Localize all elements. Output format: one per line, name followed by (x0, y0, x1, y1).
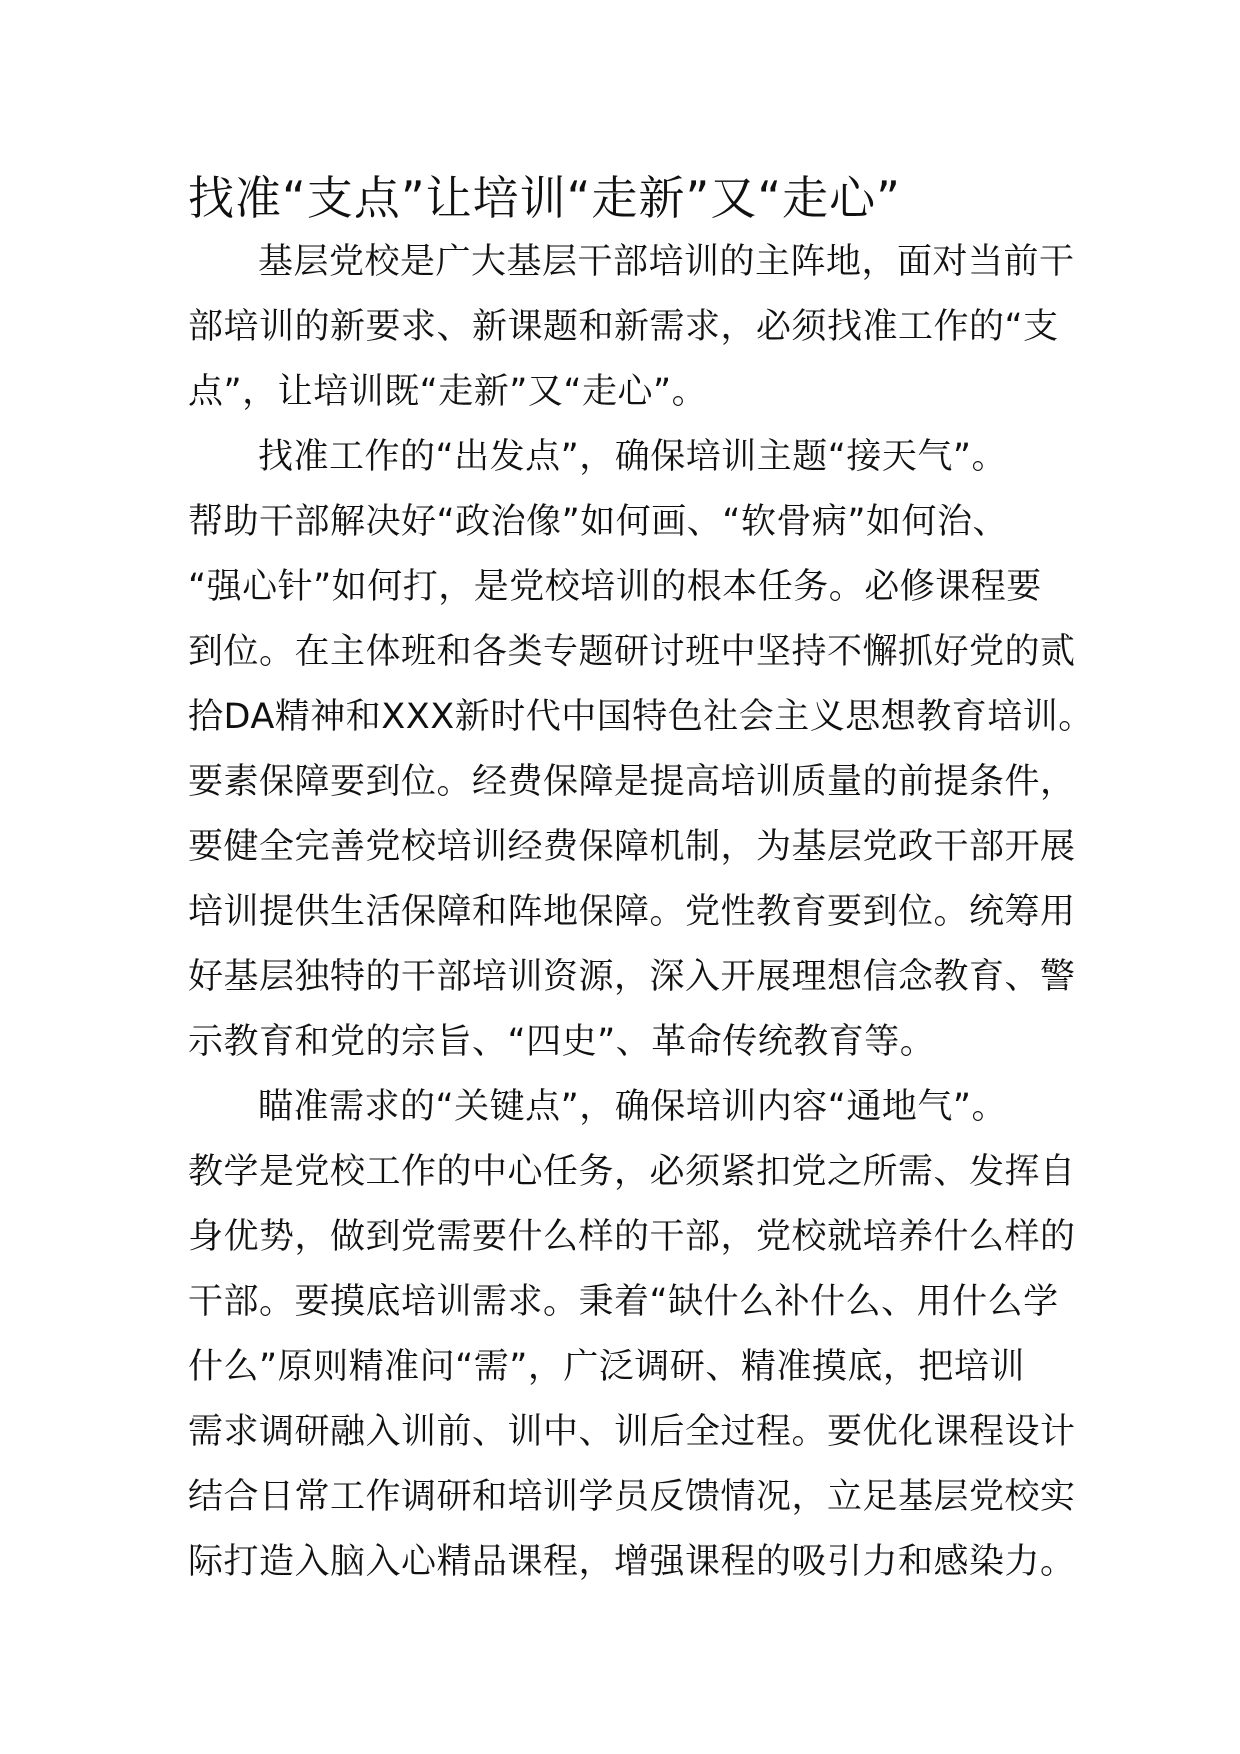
paragraph-line: 要健全完善党校培训经费保障机制，为基层党政干部开展 (188, 827, 1076, 867)
paragraph-line: 培训提供生活保障和阵地保障。党性教育要到位。统筹用 (188, 892, 1076, 932)
paragraph-1 (188, 230, 1075, 425)
paragraph-3 (188, 1075, 1076, 1595)
paragraph-line: “强心针”如何打，是党校培训的根本任务。必修课程要 (188, 567, 1042, 607)
paragraph-line: 示教育和党的宗旨、“四史”、革命传统教育等。 (188, 1022, 936, 1062)
paragraph-2 (188, 425, 1094, 1075)
paragraph-line: 拾DA精神和XXX新时代中国特色社会主义思想教育培训。 (188, 697, 1094, 737)
paragraph-line: 基层党校是广大基层干部培训的主阵地，面对当前干 (258, 242, 1075, 282)
paragraph-line: 教学是党校工作的中心任务，必须紧扣党之所需、发挥自 (188, 1152, 1076, 1192)
document-title: 找准“支点”让培训“走新”又“走心” (188, 171, 901, 225)
paragraph-line: 身优势，做到党需要什么样的干部，党校就培养什么样的 (188, 1217, 1076, 1257)
paragraph-line: 需求调研融入训前、训中、训后全过程。要优化课程设计 (188, 1412, 1076, 1452)
paragraph-line: 找准工作的“出发点”，确保培训主题“接天气”。 (258, 437, 1008, 477)
paragraph-line: 好基层独特的干部培训资源，深入开展理想信念教育、警 (188, 957, 1076, 997)
paragraph-line: 结合日常工作调研和培训学员反馈情况，立足基层党校实 (188, 1477, 1076, 1517)
document-body (188, 230, 1094, 1595)
paragraph-line: 际打造入脑入心精品课程，增强课程的吸引力和感染力。 (188, 1542, 1076, 1582)
paragraph-line: 帮助干部解决好“政治像”如何画、“软骨病”如何治、 (188, 502, 1009, 542)
paragraph-line: 要素保障要到位。经费保障是提高培训质量的前提条件， (188, 762, 1076, 802)
paragraph-line: 瞄准需求的“关键点”，确保培训内容“通地气”。 (258, 1087, 1008, 1127)
paragraph-line: 部培训的新要求、新课题和新需求，必须找准工作的“支 (188, 307, 1059, 347)
paragraph-line: 点”，让培训既“走新”又“走心”。 (188, 372, 708, 412)
paragraph-line: 什么”原则精准问“需”，广泛调研、精准摸底，把培训 (188, 1347, 1025, 1387)
paragraph-line: 干部。要摸底培训需求。秉着“缺什么补什么、用什么学 (188, 1282, 1059, 1322)
paragraph-line: 到位。在主体班和各类专题研讨班中坚持不懈抓好党的贰 (188, 632, 1076, 672)
